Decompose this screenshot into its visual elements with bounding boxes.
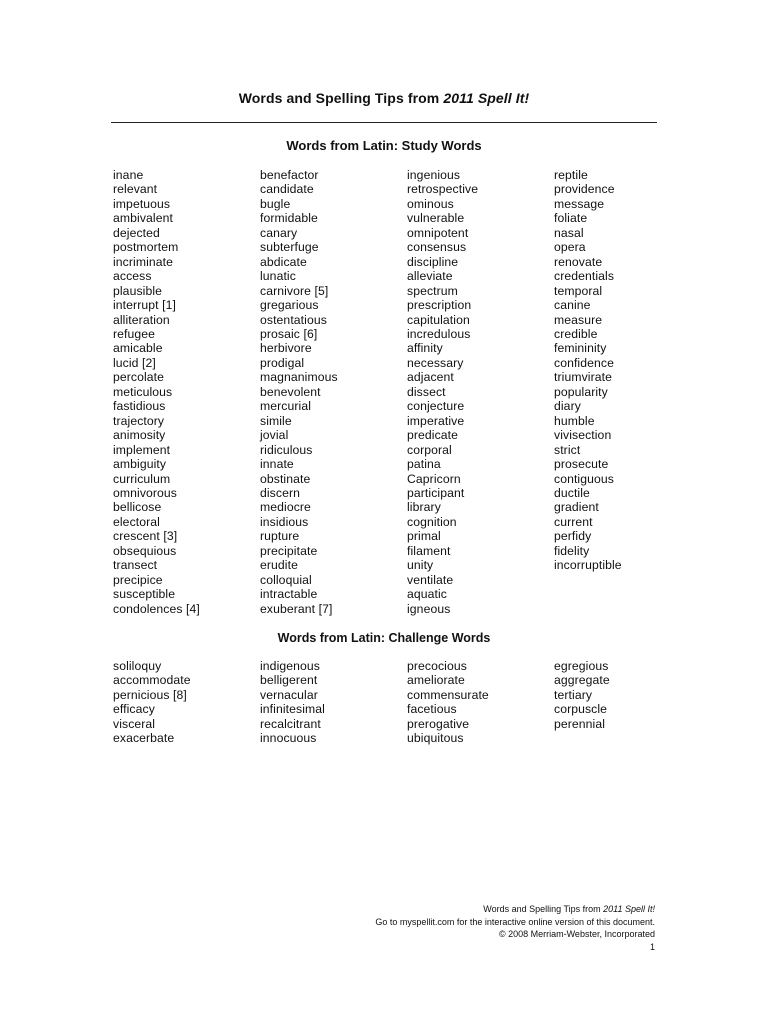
page-title-prefix: Words and Spelling Tips from [238,90,444,106]
word-entry: aquatic [407,587,447,602]
word-entry: patina [407,457,441,472]
word-entry: indigenous [260,659,320,673]
word-entry: reptile [554,168,588,182]
word-entry: magnanimous [260,370,338,385]
word-entry: vulnerable [407,211,465,226]
word-entry: condolences [4] [113,601,200,616]
word-entry: visceral [113,716,156,731]
word-entry: affinity [407,341,443,356]
word-entry: discern [260,485,300,500]
word-entry: amicable [113,341,163,356]
word-entry: commensurate [407,687,489,702]
word-entry: exuberant [7] [260,601,333,616]
word-entry: abdicate [260,254,307,269]
word-entry: lucid [2] [113,355,156,370]
word-entry: innate [260,457,294,472]
page-title-emphasis: 2011 Spell It! [443,90,530,106]
word-entry: precipitate [260,543,318,558]
word-entry: simile [260,413,292,428]
word-entry: omnipotent [407,225,469,240]
word-entry: inane [113,168,144,182]
word-entry: predicate [407,428,459,443]
challenge-words-column-2 [260,659,400,746]
word-entry: message [554,196,605,211]
word-entry: percolate [113,370,165,385]
word-entry: confidence [554,355,614,370]
study-words-column-1 [113,168,253,616]
word-entry: opera [554,240,586,255]
word-entry: belligerent [260,673,318,688]
word-entry: gradient [554,500,599,515]
word-entry: prescription [407,298,472,313]
word-entry: impetuous [113,196,171,211]
word-entry: perfidy [554,529,592,544]
word-entry: measure [554,312,603,327]
word-entry: renovate [554,254,603,269]
word-entry: humble [554,413,595,428]
word-entry: dissect [407,384,446,399]
word-entry: diary [554,399,581,414]
word-entry: obsequious [113,543,177,558]
word-entry: prosaic [6] [260,326,318,341]
challenge-words-column-3 [407,659,547,746]
word-entry: precipice [113,572,163,587]
word-entry: rupture [260,529,300,544]
word-entry: incriminate [113,254,174,269]
word-entry: nasal [554,225,584,240]
word-entry: facetious [407,702,457,717]
word-entry: vivisection [554,428,612,443]
challenge-words-column-4 [554,659,694,731]
word-entry: prerogative [407,716,470,731]
word-entry: trajectory [113,413,165,428]
footer-copyright-line: © 2008 Merriam-Webster, Incorporated [498,929,655,939]
word-entry: plausible [113,283,163,298]
word-entry: benevolent [260,384,321,399]
footer-title-line [375,903,655,916]
challenge-words-column-1 [113,659,253,746]
word-entry: exacerbate [113,731,175,746]
study-words-column-4 [554,168,694,573]
word-entry: animosity [113,428,166,443]
word-entry: insidious [260,514,309,529]
word-entry: postmortem [113,240,179,255]
word-entry: recalcitrant [260,716,321,731]
word-entry: ambivalent [113,211,173,226]
word-entry: igneous [407,601,451,616]
study-words-column-2 [260,168,400,616]
word-entry: subterfuge [260,240,319,255]
word-entry: ductile [554,485,590,500]
word-entry: ventilate [407,572,454,587]
word-entry: colloquial [260,572,312,587]
word-entry: access [113,269,152,284]
word-entry: spectrum [407,283,458,298]
word-entry: carnivore [5] [260,283,329,298]
study-words-heading: Words from Latin: Study Words [286,138,482,153]
word-entry: intractable [260,587,318,602]
word-entry: canine [554,298,591,313]
page-footer [375,903,655,953]
word-entry: popularity [554,384,608,399]
word-entry: incorruptible [554,558,622,573]
word-entry: ostentatious [260,312,327,327]
word-entry: discipline [407,254,459,269]
word-entry: gregarious [260,298,319,313]
word-entry: capitulation [407,312,470,327]
word-entry: ameliorate [407,673,465,688]
word-entry: herbivore [260,341,312,356]
word-entry: erudite [260,558,298,573]
word-entry: prodigal [260,355,305,370]
word-entry: refugee [113,326,156,341]
word-entry: alleviate [407,269,453,284]
footer-page-number: 1 [649,941,655,952]
word-entry: retrospective [407,182,479,197]
word-entry: femininity [554,341,607,356]
challenge-words-heading: Words from Latin: Challenge Words [277,631,491,645]
word-entry: bugle [260,196,291,211]
word-entry: interrupt [1] [113,298,176,313]
word-entry: imperative [407,413,465,428]
word-entry: susceptible [113,587,176,602]
word-entry: efficacy [113,702,155,717]
word-entry: fidelity [554,543,590,558]
word-entry: transect [113,558,158,573]
word-entry: temporal [554,283,603,298]
word-entry: fastidious [113,399,166,414]
word-entry: soliloquy [113,659,162,673]
word-entry: foliate [554,211,588,226]
word-entry: bellicose [113,500,162,515]
word-entry: jovial [260,428,289,443]
word-entry: cognition [407,514,457,529]
word-entry: ridiculous [260,442,313,457]
word-entry: incredulous [407,326,471,341]
word-entry: benefactor [260,168,319,182]
word-entry: strict [554,442,581,457]
word-entry: ominous [407,196,454,211]
word-entry: precocious [407,659,467,673]
word-entry: implement [113,442,171,457]
word-entry: pernicious [8] [113,687,187,702]
word-entry: tertiary [554,687,593,702]
word-entry: conjecture [407,399,465,414]
footer-website-line: Go to myspellit.com for the interactive online version of this document. [375,916,655,927]
footer-title-prefix: Words and Spelling Tips from [483,904,604,914]
word-entry: formidable [260,211,318,226]
word-entry: electoral [113,514,160,529]
word-entry: relevant [113,182,158,197]
word-entry: prosecute [554,457,609,472]
word-entry: innocuous [260,731,317,746]
word-entry: mercurial [260,399,312,414]
word-entry: obstinate [260,471,311,486]
word-entry: ambiguity [113,457,167,472]
word-entry: mediocre [260,500,311,515]
word-entry: current [554,514,593,529]
word-entry: vernacular [260,687,318,702]
title-divider [111,122,657,123]
word-entry: accommodate [113,673,191,688]
word-entry: meticulous [113,384,173,399]
word-entry: alliteration [113,312,170,327]
word-entry: contiguous [554,471,614,486]
word-entry: curriculum [113,471,171,486]
word-entry: Capricorn [407,471,461,486]
word-entry: corporal [407,442,452,457]
word-entry: ubiquitous [407,731,464,746]
word-entry: providence [554,182,615,197]
word-entry: filament [407,543,451,558]
word-entry: candidate [260,182,314,197]
word-entry: participant [407,485,465,500]
word-entry: primal [407,529,441,544]
word-entry: lunatic [260,269,296,284]
word-entry: necessary [407,355,464,370]
word-entry: triumvirate [554,370,612,385]
word-entry: consensus [407,240,467,255]
word-entry: dejected [113,225,160,240]
word-entry: library [407,500,441,515]
word-entry: omnivorous [113,485,177,500]
word-entry: unity [407,558,434,573]
word-entry: infinitesimal [260,702,325,717]
word-entry: canary [260,225,298,240]
word-entry: aggregate [554,673,610,688]
word-entry: corpuscle [554,702,608,717]
word-entry: adjacent [407,370,454,385]
word-entry: crescent [3] [113,529,178,544]
word-entry: egregious [554,659,609,673]
page-title [0,90,768,106]
word-entry: ingenious [407,168,461,182]
word-entry: credible [554,326,598,341]
word-entry: perennial [554,716,606,731]
word-entry: credentials [554,269,615,284]
footer-title-emphasis: 2011 Spell It! [603,904,655,914]
study-words-column-3 [407,168,547,616]
